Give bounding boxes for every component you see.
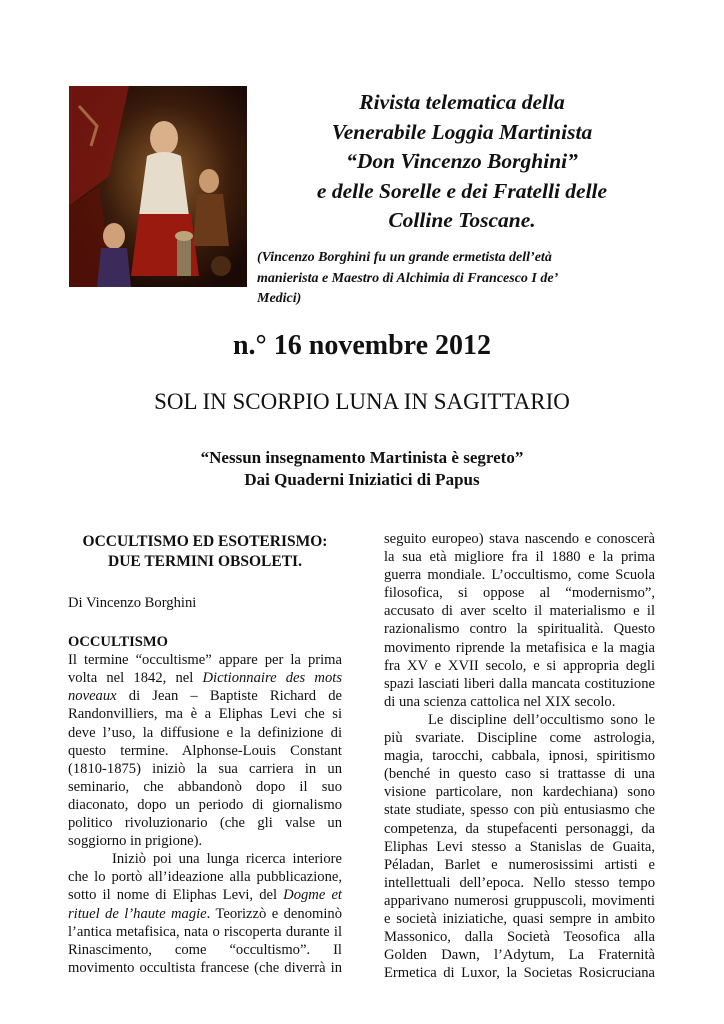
masthead-line: “Don Vincenzo Borghini”: [346, 149, 578, 173]
text-line: spazi lasciati liberi dalla mancata costituzione: [384, 675, 655, 692]
text-line: accusato di aver scelto il materialismo e il: [384, 603, 655, 620]
book-title-italic: rituel de l’haute magie: [68, 905, 207, 922]
astro-subtitle: SOL IN SCORPIO LUNA IN SAGITTARIO: [154, 389, 570, 414]
article-author: Di Vincenzo Borghini: [68, 595, 197, 611]
quote-source: Dai Quaderni Iniziatici di Papus: [244, 470, 480, 489]
text-line: filosofica, si oppose al “modernismo”,: [384, 585, 655, 602]
papus-quote: [0, 447, 724, 491]
article-left-column: [68, 532, 342, 977]
text-line: [68, 669, 342, 687]
text-line: [68, 905, 342, 923]
text-line: la sua età migliore fra il 1880 e la prima: [384, 549, 655, 566]
text-line: politico rivoluzionario (che gli valse un: [68, 815, 342, 832]
text-span: volta nel 1842, nel: [68, 670, 203, 687]
text-line: diaconato, dopo un periodo di giornalismo: [68, 796, 342, 813]
article-right-column: [384, 530, 655, 982]
text-line: Eliphas Levi stesso a Stanislas de Guaita,: [384, 838, 655, 855]
text-line: magia, tarocchi, cabbala, ipnosi, spiritismo: [384, 748, 655, 765]
text-line: state studiate, spesso con più entusiasmo che: [384, 802, 655, 819]
issue-number: n.° 16 novembre 2012: [232, 330, 491, 361]
text-line: di una scienza cattolica nel XIX secolo.: [384, 693, 616, 710]
text-line: visione particolare, non kardechiana) sono: [384, 784, 655, 801]
quote-line: “Nessun insegnamento Martinista è segreto”: [200, 448, 524, 467]
article-title-line: DUE TERMINI OBSOLETI.: [108, 553, 302, 570]
text-line: e società iniziatiche, quasi sempre in ambito: [384, 910, 655, 927]
text-line: Golden Dawn, l’Adytum, La Fraternità: [384, 947, 655, 964]
book-title-italic: Dogme et: [283, 887, 342, 904]
text-line: (benché in questo caso si trattasse di una: [384, 766, 655, 783]
text-line: soggiorno in prigione).: [68, 833, 203, 850]
book-title-italic: noveaux: [68, 688, 117, 705]
text-line: Péladan, Barlet e numerosissimi artisti e: [384, 856, 655, 873]
text-line: movimento riprende la metafisica e la magia: [384, 639, 655, 656]
text-line: (1810-1875) iniziò la sua carriera in un: [68, 760, 342, 777]
masthead-line: Rivista telematica della: [359, 90, 565, 114]
masthead-line: e delle Sorelle e dei Fratelli delle: [316, 178, 608, 203]
text-line: l’antica metafisica, nata o riscoperta durante il: [68, 923, 342, 940]
alchemist-painting-art: [69, 86, 247, 287]
text-line: deve l’uso, la diffusione e la definizione di: [68, 724, 342, 741]
text-line: Massonico, dalla Società Teosofica alla: [384, 929, 655, 946]
note-line: Medici): [257, 291, 302, 306]
text-line: movimento occultista francese (che diverrà in: [68, 959, 342, 976]
text-line: che lo portò all’ideazione alla pubblicazione,: [68, 869, 342, 886]
note-line: manierista e Maestro di Alchimia di Francesco I de’: [257, 270, 559, 286]
masthead: [262, 88, 662, 236]
text-span: . Teorizzò e denominò: [206, 905, 343, 922]
masthead-line: Venerabile Loggia Martinista: [331, 119, 593, 144]
text-line: più svariate. Discipline come astrologia,: [384, 730, 655, 747]
text-span: sotto il nome di Eliphas Levi, del: [68, 887, 284, 904]
borghini-note: [257, 248, 677, 310]
masthead-line: Colline Toscane.: [388, 208, 536, 232]
text-line: seguito europeo) stava nascendo e conoscerà: [384, 531, 655, 547]
text-line: Rinascimento, come “occultismo”. Il: [68, 941, 342, 958]
text-line: [68, 687, 342, 705]
text-line: Le discipline dell’occultismo sono le: [428, 711, 655, 728]
text-span: di Jean – Baptiste Richard de: [116, 688, 342, 705]
text-line: Randonvilliers, ma è a Eliphas Levi che si: [68, 706, 342, 723]
section-heading: OCCULTISMO: [68, 634, 169, 651]
article-title: [68, 532, 342, 572]
text-line: apparivano numerosi gruppuscoli, movimenti: [384, 892, 655, 909]
note-line: (Vincenzo Borghini fu un grande ermetista dell’età: [257, 250, 552, 265]
text-line: razionalismo contro la spiritualità. Questo: [384, 621, 655, 638]
text-line: Iniziò poi una lunga ricerca interiore: [112, 851, 342, 868]
text-line: [68, 886, 342, 904]
book-title-italic: Dictionnaire des mots: [202, 670, 342, 687]
text-line: intellettuali dell’epoca. Nello stesso tempo: [384, 874, 655, 891]
text-line: seminario, che abbandonò dopo il suo: [68, 778, 342, 795]
text-line: guerra mondiale. L’occultismo, come Scuola: [384, 567, 655, 584]
alchemist-painting: [69, 86, 247, 287]
text-line: Il termine “occultisme” appare per la prima: [68, 652, 342, 669]
article-title-line: OCCULTISMO ED ESOTERISMO:: [82, 533, 328, 550]
text-line: fra XV e XVII secolo, e si appropria degli: [384, 657, 655, 674]
text-line: competenza, da stupefacenti personaggi, da: [384, 820, 655, 837]
text-line: questo termine. Alphonse-Louis Constant: [68, 742, 342, 759]
text-line: Ermetica di Luxor, la Societas Rosicruciana: [384, 965, 655, 982]
